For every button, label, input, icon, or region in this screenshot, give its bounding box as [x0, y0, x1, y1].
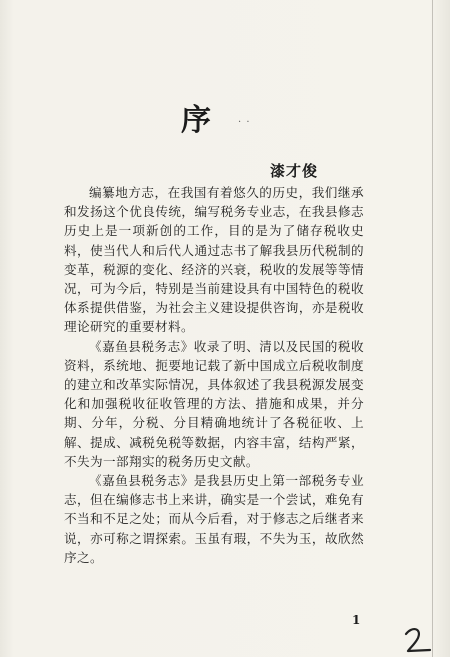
paragraph-2: 《嘉鱼县税务志》收录了明、清以及民国的税收资料，系统地、扼要地记载了新中国成立后税收制度的建立和改革实际情况，具体叙述了我县税源发展变化和加强税收征收管理的方法、措施和成果，并分期、分年，分税、分目精确地统计了各税征收、上解、提成、减税免税等数据，内容丰富，结构严紧，不失为一部翔实的税务历史文献。 — [64, 338, 364, 469]
scan-edge-line — [432, 0, 433, 657]
paragraph-1: 编纂地方志，在我国有着悠久的历史，我们继承和发扬这个优良传统，编写税务专业志，在我县修志历史上是一项新创的工作，目的是为了储存税收史料，使当代人和后代人通过志书了解我县历代税制的变革，税源的变化、经济的兴衰，税收的发展等等情况，可为今后，特别是当前建设具有中国特色的税收体系提供借鉴，为社会主义建设提供咨询，亦是税收理论研究的重要材料。 — [64, 185, 364, 335]
handwritten-mark-icon — [400, 624, 438, 654]
author-name: 漆才俊 — [270, 162, 319, 180]
page-title: 序 — [181, 103, 213, 138]
title-speck-marks: · · — [238, 117, 251, 128]
paragraph-3: 《嘉鱼县税务志》是我县历史上第一部税务专业志，但在编修志书上来讲，确实是一个尝试，难免有不当和不足之处；而从今后看，对于修志之后继者来说，亦可称之谓探索。玉虽有瑕，不失为玉，故欣然序之。 — [64, 473, 364, 565]
page-number: 1 — [352, 613, 361, 627]
preface-body — [64, 183, 364, 567]
